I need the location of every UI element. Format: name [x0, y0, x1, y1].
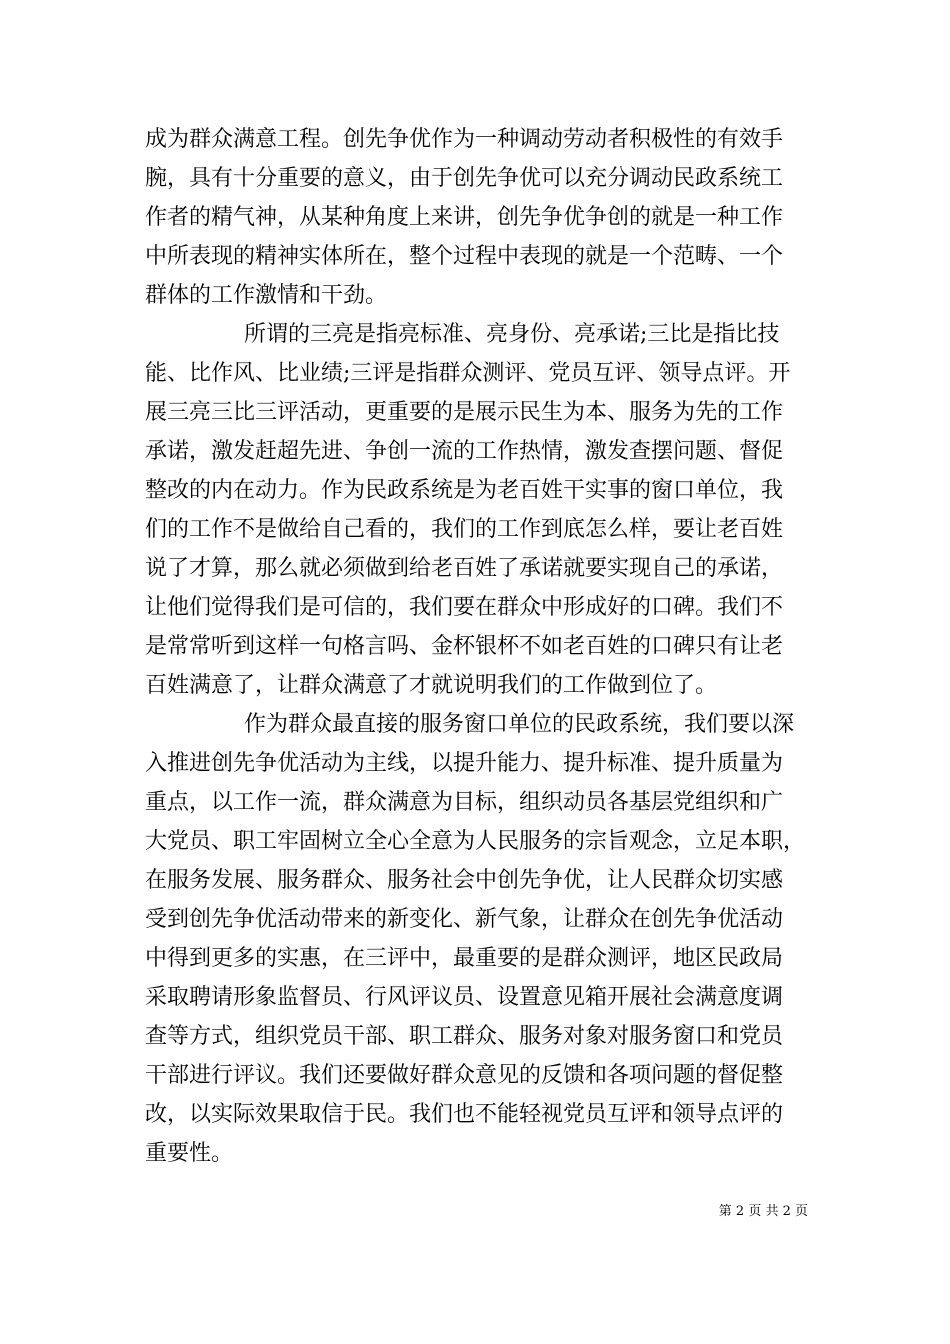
text-line: 成为群众满意工程。创先争优作为一种调动劳动者积极性的有效手	[145, 127, 784, 152]
text-line: 展三亮三比三评活动，更重要的是展示民生为本、服务为先的工作	[145, 400, 784, 425]
text-line: 群体的工作激情和干劲。	[145, 283, 388, 308]
text-line: 中得到更多的实惠，在三评中，最重要的是群众测评，地区民政局	[145, 946, 784, 971]
text-line: 作者的精气神，从某种角度上来讲，创先争优争创的就是一种工作	[145, 205, 784, 230]
text-line: 入推进创先争优活动为主线，以提升能力、提升标准、提升质量为	[145, 751, 784, 776]
text-line: 干部进行评议。我们还要做好群众意见的反馈和各项问题的督促整	[145, 1063, 784, 1088]
text-line: 说了才算，那么就必须做到给老百姓了承诺就要实现自己的承诺，	[145, 556, 784, 581]
text-line: 能、比作风、比业绩;三评是指群众测评、党员互评、领导点评。开	[145, 361, 791, 386]
text-line: 查等方式，组织党员干部、职工群众、服务对象对服务窗口和党员	[145, 1024, 784, 1049]
text-line: 让他们觉得我们是可信的，我们要在群众中形成好的口碑。我们不	[145, 595, 784, 620]
text-line: 在服务发展、服务群众、服务社会中创先争优，让人民群众切实感	[145, 868, 784, 893]
text-line: 受到创先争优活动带来的新变化、新气象，让群众在创先争优活动	[145, 907, 784, 932]
text-line: 采取聘请形象监督员、行风评议员、设置意见箱开展社会满意度调	[145, 985, 784, 1010]
document-body	[145, 120, 811, 1173]
text-line: 重点，以工作一流，群众满意为目标，组织动员各基层党组织和广	[145, 790, 784, 815]
text-line: 百姓满意了，让群众满意了才就说明我们的工作做到位了。	[145, 673, 718, 698]
text-line: 是常常听到这样一句格言吗、金杯银杯不如老百姓的口碑只有让老	[145, 634, 784, 659]
text-line: 中所表现的精神实体所在，整个过程中表现的就是一个范畴、一个	[145, 244, 784, 269]
text-line: 们的工作不是做给自己看的，我们的工作到底怎么样，要让老百姓	[145, 517, 784, 542]
text-line: 改，以实际效果取信于民。我们也不能轻视党员互评和领导点评的	[145, 1102, 784, 1127]
text-line: 大党员、职工牢固树立全心全意为人民服务的宗旨观念，立足本职，	[145, 829, 806, 854]
paragraph-first-line: 作为群众最直接的服务窗口单位的民政系统，我们要以深	[244, 712, 795, 737]
text-line: 腕，具有十分重要的意义，由于创先争优可以充分调动民政系统工	[145, 166, 784, 191]
text-line: 整改的内在动力。作为民政系统是为老百姓干实事的窗口单位，我	[145, 478, 784, 503]
text-line: 承诺，激发赶超先进、争创一流的工作热情，激发查摆问题、督促	[145, 439, 784, 464]
text-line: 重要性。	[145, 1141, 234, 1166]
paragraph-first-line: 所谓的三亮是指亮标准、亮身份、亮承诺;三比是指比技	[244, 322, 780, 347]
page-number-footer: 第 2 页 共 2 页	[718, 1204, 808, 1219]
